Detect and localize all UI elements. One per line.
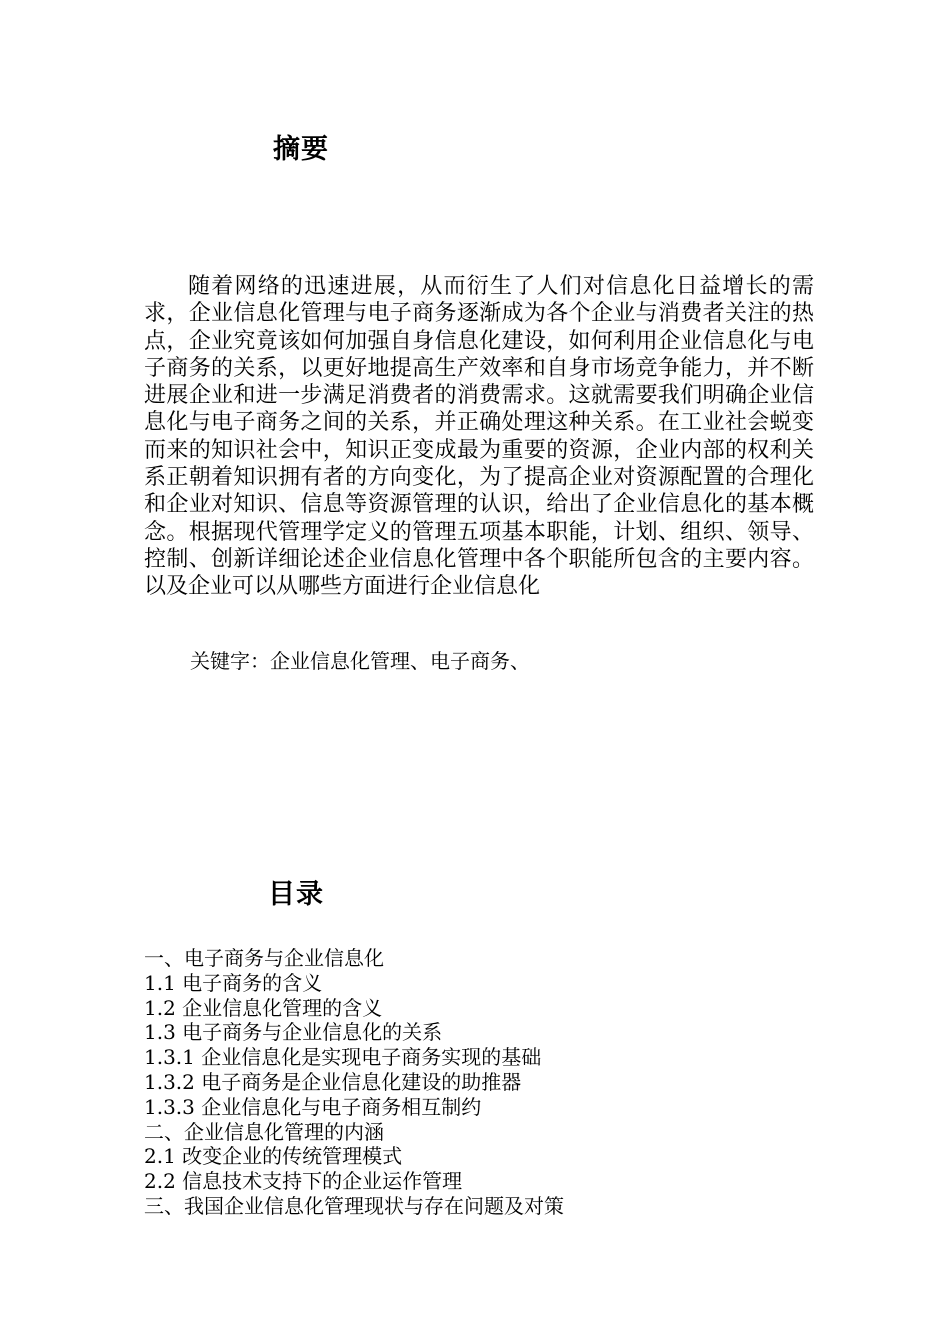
toc-item: 三、我国企业信息化管理现状与存在问题及对策 [144, 1193, 564, 1218]
toc-item: 1.3.3 企业信息化与电子商务相互制约 [144, 1094, 482, 1119]
abstract-body: 随着网络的迅速进展，从而衍生了人们对信息化日益增长的需求，企业信息化管理与电子商务逐渐成为各个企业与消费者关注的热点，企业究竟该如何加强自身信息化建设，如何利用企业信息化与电子商务的关系，以更好地提高生产效率和自身市场竞争能力，并不断进展企业和进一步满足消费者的消费需求。这就需要我们明确企业信息化与电子商务之间的关系，并正确处理这种关系。在工业社会蜕变而来的知识社会中，知识正变成最为重要的资源，企业内部的权利关系正朝着知识拥有者的方向变化，为了提高企业对资源配置的合理化和企业对知识、信息等资源管理的认识，给出了企业信息化的基本概念。根据现代管理学定义的管理五项基本职能，计划、组织、领导、控制、创新详细论述企业信息化管理中各个职能所包含的主要内容。以及企业可以从哪些方面进行企业信息化 [144, 274, 814, 600]
toc-item: 2.2 信息技术支持下的企业运作管理 [144, 1169, 463, 1194]
toc-item: 1.3 电子商务与企业信息化的关系 [144, 1020, 443, 1045]
toc-item: 1.3.1 企业信息化是实现电子商务实现的基础 [144, 1045, 542, 1070]
toc-item: 1.1 电子商务的含义 [144, 970, 323, 995]
toc-item: 1.3.2 电子商务是企业信息化建设的助推器 [144, 1069, 522, 1094]
toc-item: 2.1 改变企业的传统管理模式 [144, 1144, 403, 1169]
toc-title: 目录 [268, 879, 324, 910]
toc-item: 1.2 企业信息化管理的含义 [144, 995, 383, 1020]
keywords-line: 关键字：企业信息化管理、电子商务、 [190, 649, 530, 673]
toc-item: 二、企业信息化管理的内涵 [144, 1119, 384, 1144]
toc-item: 一、电子商务与企业信息化 [144, 946, 384, 970]
abstract-title: 摘要 [273, 134, 329, 165]
toc-list [144, 946, 564, 1219]
